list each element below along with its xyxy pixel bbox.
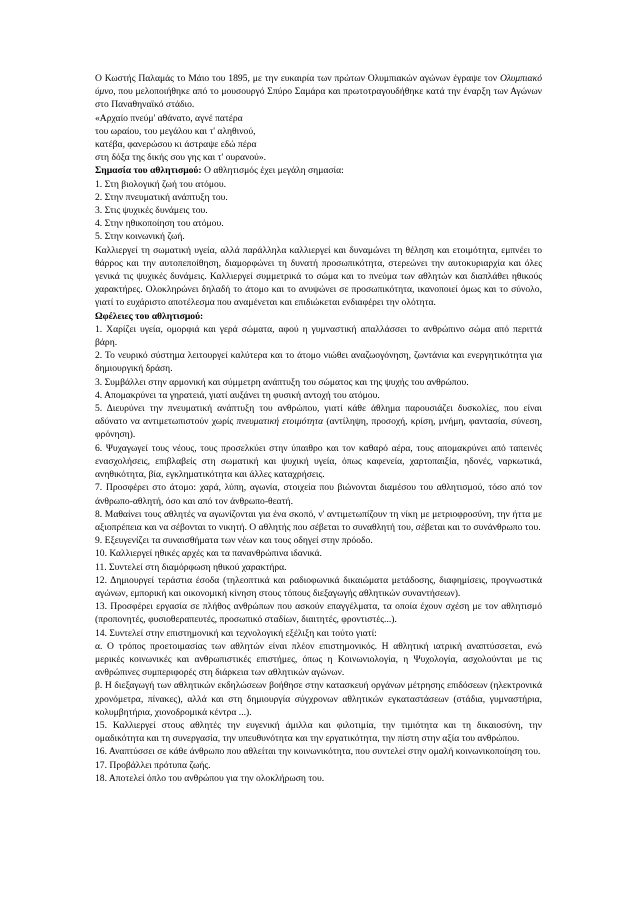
benefit-item <box>95 402 542 442</box>
benefit-5-italic: πνευματική ετοιμότητα <box>236 416 324 428</box>
significance-item: 4. Στην ηθικοποίηση του ατόμου. <box>95 218 224 230</box>
olympic-hymn-title: Ολυμπιακό ύμνο <box>95 73 542 98</box>
benefit-item: 3. Συμβάλλει στην αρμονική και σύμμετρη ανάπτυξη του σώματος και της ψυχής του ανθρώπου. <box>95 376 469 388</box>
significance-item: 5. Στην κοινωνική ζωή. <box>95 231 185 243</box>
benefit-item: 17. Προβάλλει πρότυπα ζωής. <box>95 759 211 771</box>
significance-line <box>95 164 542 177</box>
benefit-item: 16. Αναπτύσσει σε κάθε άνθρωπο που αθλείται την κοινωνικότητα, που συντελεί στην ομαλή κοινωνικοποίηση του. <box>95 746 541 758</box>
benefit-item: 6. Ψυχαγωγεί τους νέους, τους προσελκύει στην ύπαιθρο και τον καθαρό αέρα, τους απομακρύνει από ταπεινές ενασχολήσεις, επιβλαβείς στη σωματική και ψυχική υγεία, όπως καφενεία, χαρτοπαιξία, ηδονές, ναρκωτικά, ανηθικότητα, βία, εγκληματικότητα και άλλες καταχρήσεις. <box>95 442 542 481</box>
benefit-item: 13. Προσφέρει εργασία σε πλήθος ανθρώπων που ασκούν επαγγέλματα, τα οποία έχουν σχέση με τον αθλητισμό (προπονητές, φυσιοθεραπευτές, προσωπικό σταδίων, διαιτητές, φροντιστές...). <box>95 601 542 626</box>
poem-line: του ωραίου, του μεγάλου και τ' αληθινού, <box>95 125 256 137</box>
benefit-item: 18. Αποτελεί όπλο του ανθρώπου για την ολοκλήρωση του. <box>95 772 325 784</box>
benefit-item: 8. Μαθαίνει τους αθλητές να αγωνίζονται για ένα σκοπό, ν' αντιμετωπίζουν τη νίκη με μετριοφροσύνη, την ήττα με αξιοπρέπεια και να σέβονται το νικητή. Ο αθλητής που σέβεται το συναθλητή του, σέβεται και το συνάνθρωπο του. <box>95 508 542 533</box>
benefit-subitem: α. Ο τρόπος προετοιμασίας των αθλητών είναι πλέον επιστημονικός. Η αθλητική ιατρική αναπτύσσεται, ενώ μερικές κοινωνικές και ανθρωπιστικές επιστήμες, όπως η Κοινωνιολογία, η Ψυχολογία, ασχολούνται με τις ανθρώπινες συμπεριφορές στη διάρκεια των αθλητικών αγώνων. <box>95 640 542 679</box>
poem-line: στη δόξα της δικής σου γης και τ' ουρανού». <box>95 152 267 164</box>
significance-paragraph: Καλλιεργεί τη σωματική υγεία, αλλά παράλληλα καλλιεργεί και δυναμώνει τη θέληση και ετοιμότητα, εμπνέει το θάρρος και την αυτοπεποίθηση, διαμορφώνει τη δυνατή προσωπικότητα, στερεώνει την αυτοκυριαρχία και όλες γενικά τις ψυχικές δυνάμεις. Καλλιεργεί συμμετρικά το σώμα και το πνεύμα των αθλητών και διαπλάθει ηθικούς χαρακτήρες. Ολοκληρώνει δηλαδή το άτομο και το ανυψώνει σε προσωπικότητα, ικανοποιεί όμως και το σύνολο, γιατί το ευχάριστο αποτέλεσμα που αναμένεται και επιδιώκεται ενδιαφέρει την ολότητα. <box>95 244 542 309</box>
benefit-item: 4. Απομακρύνει τα γηρατειά, γιατί αυξάνει τη φυσική αντοχή του ατόμου. <box>95 389 380 401</box>
benefits-heading: Ωφέλειες του αθλητισμού: <box>95 310 204 322</box>
significance-text: Ο αθλητισμός έχει μεγάλη σημασία: <box>201 165 344 177</box>
significance-item: 2. Στην πνευματική ανάπτυξη του. <box>95 191 228 203</box>
benefit-subitem: β. Η διεξαγωγή των αθλητικών εκδηλώσεων βοήθησε στην κατασκευή οργάνων μέτρησης επιδόσεων (ηλεκτρονικά χρονόμετρα, πίνακες), αλλά και στη δημιουργία σύγχρονων αθλητικών εγκαταστάσεων (στάδια, γυμναστήρια, κολυμβητήρια, χιονοδρομικά κέντρα ...). <box>95 680 542 718</box>
benefit-item: 14. Συντελεί στην επιστημονική και τεχνολογική εξέλιξη και τούτο γιατί: <box>95 627 377 639</box>
significance-heading: Σημασία του αθλητισμού: <box>95 165 202 177</box>
benefit-item: 15. Καλλιεργεί στους αθλητές την ευγενική άμιλλα και φιλοτιμία, την τιμιότητα και τη δικαιοσύνη, την ομαδικότητα και τη συνεργασία, την υπευθυνότητα και την εργατικότητα, την πίστη στην αξία του ανθρώπου. <box>95 719 542 745</box>
intro-paragraph <box>95 72 542 112</box>
poem-line: «Αρχαίο πνεύμ' αθάνατο, αγνέ πατέρα <box>95 112 243 124</box>
intro-text-a: Ο Κωστής Παλαμάς το Μάιο του 1895, με την ευκαιρία των πρώτων Ολυμπιακών αγώνων έγραψε τον <box>95 73 500 84</box>
benefit-item: 2. Το νευρικό σύστημα λειτουργεί καλύτερα και το άτομο νιώθει αναζωογόνηση, ζωντάνια και ενεργητικότητα για δημιουργική δράση. <box>95 350 542 375</box>
poem-line: κατέβα, φανερώσου κι άστραψε εδώ πέρα <box>95 139 257 151</box>
benefit-item: 1. Χαρίζει υγεία, ομορφιά και γερά σώματα, αφού η γυμναστική απαλλάσσει το ανθρώπινο σώμα από περιττά βάρη. <box>95 323 542 349</box>
benefit-5-text-b: (αντίληψη, προσοχή, κρίση, μνήμη, φαντασία, σύνεση, φρόνηση). <box>95 416 542 441</box>
benefit-item: 11. Συντελεί στη διαμόρφωση ηθικού χαρακτήρα. <box>95 561 287 573</box>
benefit-5-text-a: 5. Διευρύνει την πνευματική ανάπτυξη του ανθρώπου, γιατί κάθε άθλημα παρουσιάζει δυσκολίες, που είναι αδύνατο να αντιμετωπιστούν χωρίς <box>95 403 542 428</box>
significance-item: 1. Στη βιολογική ζωή του ατόμου. <box>95 178 226 190</box>
benefit-item: 7. Προσφέρει στο άτομο: χαρά, λύπη, αγωνία, στοιχεία που βιώνονται διαμέσου του αθλητισμού, τόσο από τον άνθρωπο-αθλητή, όσο και από τον άνθρωπο-θεατή. <box>95 482 542 507</box>
benefit-item: 9. Εξευγενίζει τα συναισθήματα των νέων και τους οδηγεί στην πρόοδο. <box>95 535 373 547</box>
benefit-item: 12. Δημιουργεί τεράστια έσοδα (τηλεοπτικά και ραδιοφωνικά δικαιώματα μετάδοσης, διαφημίσεις, προγνωστικά αγώνων, εμπορική και οικονομική κίνηση στους τόπους διεξαγωγής αθλητικών συναντήσεων). <box>95 574 542 599</box>
significance-item: 3. Στις ψυχικές δυνάμεις του. <box>95 205 208 217</box>
benefit-item: 10. Καλλιεργεί ηθικές αρχές και τα πανανθρώπινα ιδανικά. <box>95 548 322 560</box>
intro-text-b: , που μελοποιήθηκε από το μουσουργό Σπύρο Σαμάρα και πρωτοτραγουδήθηκε κατά την έναρξη των Αγώνων στο Παναθηναϊκό στάδιο. <box>95 86 542 111</box>
document-page <box>95 72 542 785</box>
